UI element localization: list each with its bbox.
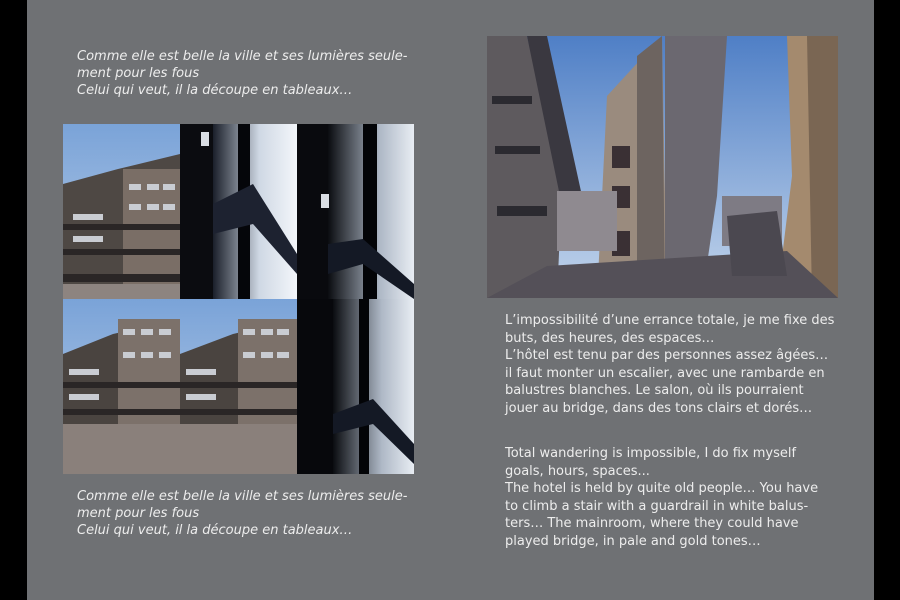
caption-top-line-2: ment pour les fous — [77, 66, 200, 81]
english-line-5: ters… The mainroom, where they could have — [505, 516, 799, 531]
french-line-5: balustres blanches. Le salon, où ils pourraient — [505, 383, 804, 398]
english-line-3: The hotel is held by quite old people… You have — [505, 481, 819, 496]
french-line-1: L’impossibilité d’une errance totale, je me fixe des — [505, 313, 835, 328]
photo-collage — [63, 124, 414, 474]
photo-street — [487, 36, 838, 298]
french-line-4: il faut monter un escalier, avec une rambarde en — [505, 365, 825, 381]
caption-bottom-line-3: Celui qui veut, il la découpe en tableaux… — [77, 523, 353, 538]
collage-tile-interior-1 — [180, 124, 297, 299]
caption-bottom — [77, 488, 407, 539]
french-line-6: jouer au bridge, dans des tons clairs et dorés… — [505, 400, 813, 416]
caption-top-line-3: Celui qui veut, il la découpe en tableaux… — [77, 83, 353, 98]
collage-tile-interior-3 — [297, 299, 414, 474]
collage-tile-building-3 — [180, 299, 297, 474]
english-line-1: Total wandering is impossible, I do fix myself — [505, 446, 797, 461]
english-line-4: to climb a stair with a guardrail in white balus- — [505, 498, 809, 514]
english-line-6: played bridge, in pale and gold tones… — [505, 533, 761, 549]
collage-tile-interior-2 — [297, 124, 414, 299]
english-line-2: goals, hours, spaces... — [505, 463, 650, 479]
caption-bottom-line-1: Comme elle est belle la ville et ses lumières seule- — [77, 489, 408, 504]
caption-top — [77, 48, 407, 99]
english-paragraph — [505, 445, 818, 550]
french-paragraph — [505, 312, 834, 417]
french-line-3: L’hôtel est tenu par des personnes assez âgées… — [505, 348, 829, 363]
collage-tile-building-1 — [63, 124, 180, 299]
caption-top-line-1: Comme elle est belle la ville et ses lumières seule- — [77, 49, 408, 64]
collage-tile-building-2 — [63, 299, 180, 474]
caption-bottom-line-2: ment pour les fous — [77, 506, 200, 521]
french-line-2: buts, des heures, des espaces… — [505, 330, 715, 346]
